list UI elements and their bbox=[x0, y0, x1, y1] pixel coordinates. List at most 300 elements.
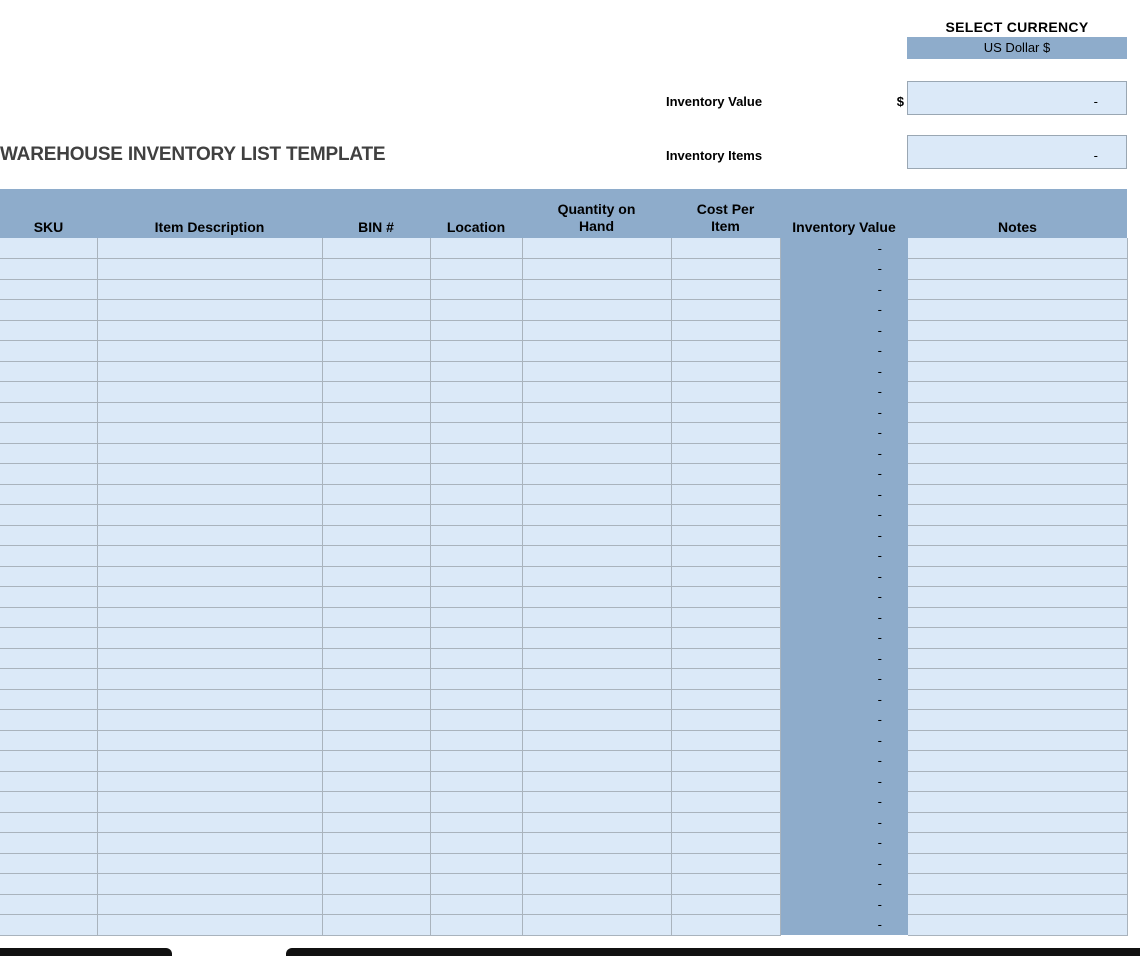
cell-cost-per-item[interactable] bbox=[671, 915, 780, 936]
cell-cost-per-item[interactable] bbox=[671, 874, 780, 895]
header-sku[interactable]: SKU bbox=[0, 189, 97, 238]
cell-notes[interactable] bbox=[908, 833, 1127, 854]
cell-cost-per-item[interactable] bbox=[671, 361, 780, 382]
cell-inventory-value[interactable]: - bbox=[780, 730, 908, 751]
cell-notes[interactable] bbox=[908, 771, 1127, 792]
header-quantity-on-hand[interactable]: Quantity on Hand bbox=[522, 189, 671, 238]
cell-location[interactable] bbox=[430, 874, 522, 895]
cell-cost-per-item[interactable] bbox=[671, 894, 780, 915]
cell-sku[interactable] bbox=[0, 320, 97, 341]
cell-item-description[interactable] bbox=[97, 833, 322, 854]
cell-item-description[interactable] bbox=[97, 238, 322, 259]
cell-item-description[interactable] bbox=[97, 341, 322, 362]
cell-quantity-on-hand[interactable] bbox=[522, 382, 671, 403]
cell-quantity-on-hand[interactable] bbox=[522, 607, 671, 628]
cell-quantity-on-hand[interactable] bbox=[522, 628, 671, 649]
cell-notes[interactable] bbox=[908, 341, 1127, 362]
cell-notes[interactable] bbox=[908, 546, 1127, 567]
cell-quantity-on-hand[interactable] bbox=[522, 833, 671, 854]
cell-sku[interactable] bbox=[0, 443, 97, 464]
cell-quantity-on-hand[interactable] bbox=[522, 259, 671, 280]
cell-inventory-value[interactable]: - bbox=[780, 812, 908, 833]
cell-notes[interactable] bbox=[908, 238, 1127, 259]
table-row bbox=[0, 361, 1127, 382]
cell-inventory-value[interactable]: - bbox=[780, 833, 908, 854]
cell-notes[interactable] bbox=[908, 792, 1127, 813]
cell-sku[interactable] bbox=[0, 710, 97, 731]
cell-notes[interactable] bbox=[908, 751, 1127, 772]
cell-quantity-on-hand[interactable] bbox=[522, 300, 671, 321]
cell-sku[interactable] bbox=[0, 300, 97, 321]
header-bin[interactable]: BIN # bbox=[322, 189, 430, 238]
cell-sku[interactable] bbox=[0, 464, 97, 485]
cell-location[interactable] bbox=[430, 279, 522, 300]
cell-item-description[interactable] bbox=[97, 382, 322, 403]
cell-item-description[interactable] bbox=[97, 423, 322, 444]
cell-notes[interactable] bbox=[908, 402, 1127, 423]
cell-sku[interactable] bbox=[0, 525, 97, 546]
cell-location[interactable] bbox=[430, 812, 522, 833]
cell-inventory-value[interactable]: - bbox=[780, 792, 908, 813]
cell-notes[interactable] bbox=[908, 423, 1127, 444]
cell-quantity-on-hand[interactable] bbox=[522, 484, 671, 505]
cell-inventory-value[interactable]: - bbox=[780, 279, 908, 300]
cell-notes[interactable] bbox=[908, 874, 1127, 895]
header-location[interactable]: Location bbox=[430, 189, 522, 238]
cell-cost-per-item[interactable] bbox=[671, 443, 780, 464]
cell-location[interactable] bbox=[430, 730, 522, 751]
cell-notes[interactable] bbox=[908, 587, 1127, 608]
cell-item-description[interactable] bbox=[97, 300, 322, 321]
cell-bin[interactable] bbox=[322, 648, 430, 669]
sheet-tab-left[interactable] bbox=[0, 948, 172, 956]
cell-location[interactable] bbox=[430, 669, 522, 690]
inventory-items-total[interactable]: - bbox=[907, 135, 1127, 169]
cell-quantity-on-hand[interactable] bbox=[522, 648, 671, 669]
cell-sku[interactable] bbox=[0, 915, 97, 936]
cell-bin[interactable] bbox=[322, 587, 430, 608]
cell-bin[interactable] bbox=[322, 812, 430, 833]
cell-bin[interactable] bbox=[322, 607, 430, 628]
cell-sku[interactable] bbox=[0, 669, 97, 690]
cell-item-description[interactable] bbox=[97, 566, 322, 587]
table-row bbox=[0, 341, 1127, 362]
cell-notes[interactable] bbox=[908, 361, 1127, 382]
cell-location[interactable] bbox=[430, 894, 522, 915]
cell-inventory-value[interactable]: - bbox=[780, 648, 908, 669]
cell-cost-per-item[interactable] bbox=[671, 566, 780, 587]
cell-location[interactable] bbox=[430, 402, 522, 423]
cell-inventory-value[interactable]: - bbox=[780, 669, 908, 690]
table-row bbox=[0, 710, 1127, 731]
cell-item-description[interactable] bbox=[97, 607, 322, 628]
cell-quantity-on-hand[interactable] bbox=[522, 525, 671, 546]
cell-sku[interactable] bbox=[0, 587, 97, 608]
cell-location[interactable] bbox=[430, 259, 522, 280]
cell-cost-per-item[interactable] bbox=[671, 628, 780, 649]
cell-quantity-on-hand[interactable] bbox=[522, 361, 671, 382]
cell-item-description[interactable] bbox=[97, 464, 322, 485]
table-row bbox=[0, 382, 1127, 403]
table-row bbox=[0, 505, 1127, 526]
cell-sku[interactable] bbox=[0, 730, 97, 751]
cell-bin[interactable] bbox=[322, 505, 430, 526]
cell-location[interactable] bbox=[430, 628, 522, 649]
cell-bin[interactable] bbox=[322, 874, 430, 895]
cell-sku[interactable] bbox=[0, 689, 97, 710]
cell-item-description[interactable] bbox=[97, 259, 322, 280]
table-row bbox=[0, 423, 1127, 444]
cell-sku[interactable] bbox=[0, 361, 97, 382]
cell-sku[interactable] bbox=[0, 238, 97, 259]
header-cost-per-item[interactable]: Cost Per Item bbox=[671, 189, 780, 238]
cell-notes[interactable] bbox=[908, 320, 1127, 341]
cell-quantity-on-hand[interactable] bbox=[522, 689, 671, 710]
cell-bin[interactable] bbox=[322, 669, 430, 690]
cell-notes[interactable] bbox=[908, 566, 1127, 587]
cell-location[interactable] bbox=[430, 792, 522, 813]
header-inventory-value[interactable]: Inventory Value bbox=[780, 189, 908, 238]
cell-item-description[interactable] bbox=[97, 402, 322, 423]
cell-inventory-value[interactable]: - bbox=[780, 689, 908, 710]
cell-bin[interactable] bbox=[322, 402, 430, 423]
cell-quantity-on-hand[interactable] bbox=[522, 238, 671, 259]
cell-inventory-value[interactable]: - bbox=[780, 566, 908, 587]
cell-location[interactable] bbox=[430, 833, 522, 854]
cell-location[interactable] bbox=[430, 382, 522, 403]
cell-quantity-on-hand[interactable] bbox=[522, 710, 671, 731]
cell-cost-per-item[interactable] bbox=[671, 607, 780, 628]
cell-cost-per-item[interactable] bbox=[671, 320, 780, 341]
cell-notes[interactable] bbox=[908, 669, 1127, 690]
inventory-value-total[interactable]: - bbox=[907, 81, 1127, 115]
cell-item-description[interactable] bbox=[97, 853, 322, 874]
cell-inventory-value[interactable]: - bbox=[780, 628, 908, 649]
cell-inventory-value[interactable]: - bbox=[780, 361, 908, 382]
cell-item-description[interactable] bbox=[97, 710, 322, 731]
cell-bin[interactable] bbox=[322, 300, 430, 321]
cell-sku[interactable] bbox=[0, 259, 97, 280]
cell-quantity-on-hand[interactable] bbox=[522, 894, 671, 915]
cell-location[interactable] bbox=[430, 771, 522, 792]
header-notes[interactable]: Notes bbox=[908, 189, 1127, 238]
cell-cost-per-item[interactable] bbox=[671, 771, 780, 792]
cell-cost-per-item[interactable] bbox=[671, 402, 780, 423]
cell-bin[interactable] bbox=[322, 566, 430, 587]
cell-notes[interactable] bbox=[908, 525, 1127, 546]
cell-location[interactable] bbox=[430, 361, 522, 382]
cell-inventory-value[interactable]: - bbox=[780, 464, 908, 485]
cell-quantity-on-hand[interactable] bbox=[522, 566, 671, 587]
cell-sku[interactable] bbox=[0, 853, 97, 874]
cell-cost-per-item[interactable] bbox=[671, 484, 780, 505]
cell-notes[interactable] bbox=[908, 382, 1127, 403]
cell-item-description[interactable] bbox=[97, 484, 322, 505]
cell-quantity-on-hand[interactable] bbox=[522, 505, 671, 526]
cell-item-description[interactable] bbox=[97, 648, 322, 669]
cell-bin[interactable] bbox=[322, 546, 430, 567]
cell-cost-per-item[interactable] bbox=[671, 751, 780, 772]
cell-location[interactable] bbox=[430, 587, 522, 608]
cell-location[interactable] bbox=[430, 751, 522, 772]
cell-inventory-value[interactable]: - bbox=[780, 443, 908, 464]
cell-item-description[interactable] bbox=[97, 874, 322, 895]
cell-notes[interactable] bbox=[908, 853, 1127, 874]
cell-location[interactable] bbox=[430, 505, 522, 526]
cell-sku[interactable] bbox=[0, 894, 97, 915]
cell-notes[interactable] bbox=[908, 915, 1127, 936]
cell-cost-per-item[interactable] bbox=[671, 587, 780, 608]
cell-cost-per-item[interactable] bbox=[671, 464, 780, 485]
cell-location[interactable] bbox=[430, 423, 522, 444]
cell-location[interactable] bbox=[430, 853, 522, 874]
cell-notes[interactable] bbox=[908, 689, 1127, 710]
cell-sku[interactable] bbox=[0, 566, 97, 587]
cell-sku[interactable] bbox=[0, 607, 97, 628]
cell-sku[interactable] bbox=[0, 382, 97, 403]
cell-bin[interactable] bbox=[322, 730, 430, 751]
cell-quantity-on-hand[interactable] bbox=[522, 464, 671, 485]
cell-sku[interactable] bbox=[0, 628, 97, 649]
cell-bin[interactable] bbox=[322, 525, 430, 546]
cell-cost-per-item[interactable] bbox=[671, 259, 780, 280]
cell-inventory-value[interactable]: - bbox=[780, 546, 908, 567]
cell-sku[interactable] bbox=[0, 771, 97, 792]
cell-sku[interactable] bbox=[0, 874, 97, 895]
cell-cost-per-item[interactable] bbox=[671, 525, 780, 546]
cell-cost-per-item[interactable] bbox=[671, 423, 780, 444]
cell-location[interactable] bbox=[430, 300, 522, 321]
cell-bin[interactable] bbox=[322, 833, 430, 854]
cell-cost-per-item[interactable] bbox=[671, 300, 780, 321]
cell-item-description[interactable] bbox=[97, 915, 322, 936]
cell-cost-per-item[interactable] bbox=[671, 279, 780, 300]
cell-bin[interactable] bbox=[322, 689, 430, 710]
cell-inventory-value[interactable]: - bbox=[780, 751, 908, 772]
cell-quantity-on-hand[interactable] bbox=[522, 853, 671, 874]
cell-cost-per-item[interactable] bbox=[671, 812, 780, 833]
cell-cost-per-item[interactable] bbox=[671, 382, 780, 403]
cell-item-description[interactable] bbox=[97, 751, 322, 772]
cell-quantity-on-hand[interactable] bbox=[522, 320, 671, 341]
cell-bin[interactable] bbox=[322, 320, 430, 341]
cell-quantity-on-hand[interactable] bbox=[522, 402, 671, 423]
cell-inventory-value[interactable]: - bbox=[780, 320, 908, 341]
cell-sku[interactable] bbox=[0, 341, 97, 362]
cell-notes[interactable] bbox=[908, 710, 1127, 731]
cell-sku[interactable] bbox=[0, 279, 97, 300]
cell-location[interactable] bbox=[430, 546, 522, 567]
cell-quantity-on-hand[interactable] bbox=[522, 587, 671, 608]
cell-quantity-on-hand[interactable] bbox=[522, 771, 671, 792]
cell-notes[interactable] bbox=[908, 279, 1127, 300]
cell-inventory-value[interactable]: - bbox=[780, 607, 908, 628]
cell-bin[interactable] bbox=[322, 771, 430, 792]
cell-bin[interactable] bbox=[322, 484, 430, 505]
cell-bin[interactable] bbox=[322, 361, 430, 382]
cell-location[interactable] bbox=[430, 238, 522, 259]
cell-inventory-value[interactable]: - bbox=[780, 710, 908, 731]
cell-notes[interactable] bbox=[908, 894, 1127, 915]
table-row bbox=[0, 464, 1127, 485]
cell-item-description[interactable] bbox=[97, 730, 322, 751]
cell-quantity-on-hand[interactable] bbox=[522, 730, 671, 751]
cell-bin[interactable] bbox=[322, 259, 430, 280]
cell-notes[interactable] bbox=[908, 648, 1127, 669]
cell-bin[interactable] bbox=[322, 443, 430, 464]
cell-cost-per-item[interactable] bbox=[671, 689, 780, 710]
cell-sku[interactable] bbox=[0, 792, 97, 813]
cell-quantity-on-hand[interactable] bbox=[522, 915, 671, 936]
cell-sku[interactable] bbox=[0, 423, 97, 444]
cell-item-description[interactable] bbox=[97, 792, 322, 813]
cell-item-description[interactable] bbox=[97, 361, 322, 382]
cell-quantity-on-hand[interactable] bbox=[522, 279, 671, 300]
cell-quantity-on-hand[interactable] bbox=[522, 874, 671, 895]
cell-inventory-value[interactable]: - bbox=[780, 484, 908, 505]
cell-quantity-on-hand[interactable] bbox=[522, 341, 671, 362]
cell-sku[interactable] bbox=[0, 484, 97, 505]
cell-cost-per-item[interactable] bbox=[671, 238, 780, 259]
cell-quantity-on-hand[interactable] bbox=[522, 669, 671, 690]
cell-inventory-value[interactable]: - bbox=[780, 915, 908, 936]
cell-bin[interactable] bbox=[322, 238, 430, 259]
cell-inventory-value[interactable]: - bbox=[780, 771, 908, 792]
cell-location[interactable] bbox=[430, 341, 522, 362]
cell-notes[interactable] bbox=[908, 505, 1127, 526]
cell-inventory-value[interactable]: - bbox=[780, 525, 908, 546]
cell-cost-per-item[interactable] bbox=[671, 710, 780, 731]
cell-location[interactable] bbox=[430, 915, 522, 936]
cell-inventory-value[interactable]: - bbox=[780, 505, 908, 526]
cell-sku[interactable] bbox=[0, 546, 97, 567]
cell-quantity-on-hand[interactable] bbox=[522, 423, 671, 444]
cell-location[interactable] bbox=[430, 484, 522, 505]
cell-bin[interactable] bbox=[322, 423, 430, 444]
cell-bin[interactable] bbox=[322, 464, 430, 485]
cell-item-description[interactable] bbox=[97, 505, 322, 526]
cell-cost-per-item[interactable] bbox=[671, 730, 780, 751]
cell-location[interactable] bbox=[430, 689, 522, 710]
cell-location[interactable] bbox=[430, 464, 522, 485]
cell-cost-per-item[interactable] bbox=[671, 792, 780, 813]
cell-cost-per-item[interactable] bbox=[671, 546, 780, 567]
cell-item-description[interactable] bbox=[97, 812, 322, 833]
cell-location[interactable] bbox=[430, 320, 522, 341]
cell-notes[interactable] bbox=[908, 464, 1127, 485]
cell-location[interactable] bbox=[430, 648, 522, 669]
cell-inventory-value[interactable]: - bbox=[780, 402, 908, 423]
table-row bbox=[0, 525, 1127, 546]
table-row bbox=[0, 730, 1127, 751]
cell-sku[interactable] bbox=[0, 812, 97, 833]
cell-item-description[interactable] bbox=[97, 669, 322, 690]
cell-quantity-on-hand[interactable] bbox=[522, 546, 671, 567]
cell-bin[interactable] bbox=[322, 710, 430, 731]
cell-inventory-value[interactable]: - bbox=[780, 853, 908, 874]
cell-bin[interactable] bbox=[322, 279, 430, 300]
cell-bin[interactable] bbox=[322, 894, 430, 915]
cell-cost-per-item[interactable] bbox=[671, 669, 780, 690]
table-row bbox=[0, 751, 1127, 772]
cell-notes[interactable] bbox=[908, 484, 1127, 505]
cell-quantity-on-hand[interactable] bbox=[522, 812, 671, 833]
cell-item-description[interactable] bbox=[97, 894, 322, 915]
cell-location[interactable] bbox=[430, 443, 522, 464]
cell-cost-per-item[interactable] bbox=[671, 505, 780, 526]
cell-item-description[interactable] bbox=[97, 628, 322, 649]
table-row bbox=[0, 853, 1127, 874]
currency-select[interactable]: US Dollar $ bbox=[907, 37, 1127, 59]
sheet-tab-right[interactable] bbox=[286, 948, 1140, 956]
table-row bbox=[0, 771, 1127, 792]
cell-quantity-on-hand[interactable] bbox=[522, 751, 671, 772]
cell-inventory-value[interactable]: - bbox=[780, 238, 908, 259]
cell-item-description[interactable] bbox=[97, 689, 322, 710]
cell-bin[interactable] bbox=[322, 751, 430, 772]
cell-notes[interactable] bbox=[908, 443, 1127, 464]
cell-bin[interactable] bbox=[322, 382, 430, 403]
cell-item-description[interactable] bbox=[97, 546, 322, 567]
cell-sku[interactable] bbox=[0, 402, 97, 423]
cell-item-description[interactable] bbox=[97, 320, 322, 341]
cell-sku[interactable] bbox=[0, 648, 97, 669]
cell-bin[interactable] bbox=[322, 628, 430, 649]
table-row bbox=[0, 320, 1127, 341]
cell-notes[interactable] bbox=[908, 730, 1127, 751]
cell-quantity-on-hand[interactable] bbox=[522, 792, 671, 813]
cell-sku[interactable] bbox=[0, 505, 97, 526]
cell-inventory-value[interactable]: - bbox=[780, 423, 908, 444]
cell-bin[interactable] bbox=[322, 792, 430, 813]
cell-cost-per-item[interactable] bbox=[671, 648, 780, 669]
cell-cost-per-item[interactable] bbox=[671, 341, 780, 362]
header-item-description[interactable]: Item Description bbox=[97, 189, 322, 238]
cell-notes[interactable] bbox=[908, 300, 1127, 321]
cell-bin[interactable] bbox=[322, 915, 430, 936]
cell-cost-per-item[interactable] bbox=[671, 833, 780, 854]
cell-item-description[interactable] bbox=[97, 525, 322, 546]
cell-location[interactable] bbox=[430, 525, 522, 546]
cell-quantity-on-hand[interactable] bbox=[522, 443, 671, 464]
cell-inventory-value[interactable]: - bbox=[780, 587, 908, 608]
cell-notes[interactable] bbox=[908, 259, 1127, 280]
cell-inventory-value[interactable]: - bbox=[780, 341, 908, 362]
cell-item-description[interactable] bbox=[97, 443, 322, 464]
cell-notes[interactable] bbox=[908, 628, 1127, 649]
cell-inventory-value[interactable]: - bbox=[780, 874, 908, 895]
cell-inventory-value[interactable]: - bbox=[780, 300, 908, 321]
cell-notes[interactable] bbox=[908, 812, 1127, 833]
cell-sku[interactable] bbox=[0, 751, 97, 772]
cell-inventory-value[interactable]: - bbox=[780, 894, 908, 915]
table-row bbox=[0, 648, 1127, 669]
cell-bin[interactable] bbox=[322, 341, 430, 362]
cell-inventory-value[interactable]: - bbox=[780, 259, 908, 280]
cell-item-description[interactable] bbox=[97, 279, 322, 300]
cell-location[interactable] bbox=[430, 710, 522, 731]
cell-cost-per-item[interactable] bbox=[671, 853, 780, 874]
cell-inventory-value[interactable]: - bbox=[780, 382, 908, 403]
cell-notes[interactable] bbox=[908, 607, 1127, 628]
cell-sku[interactable] bbox=[0, 833, 97, 854]
cell-location[interactable] bbox=[430, 607, 522, 628]
cell-location[interactable] bbox=[430, 566, 522, 587]
currency-symbol: $ bbox=[896, 94, 904, 109]
cell-item-description[interactable] bbox=[97, 771, 322, 792]
cell-item-description[interactable] bbox=[97, 587, 322, 608]
cell-bin[interactable] bbox=[322, 853, 430, 874]
